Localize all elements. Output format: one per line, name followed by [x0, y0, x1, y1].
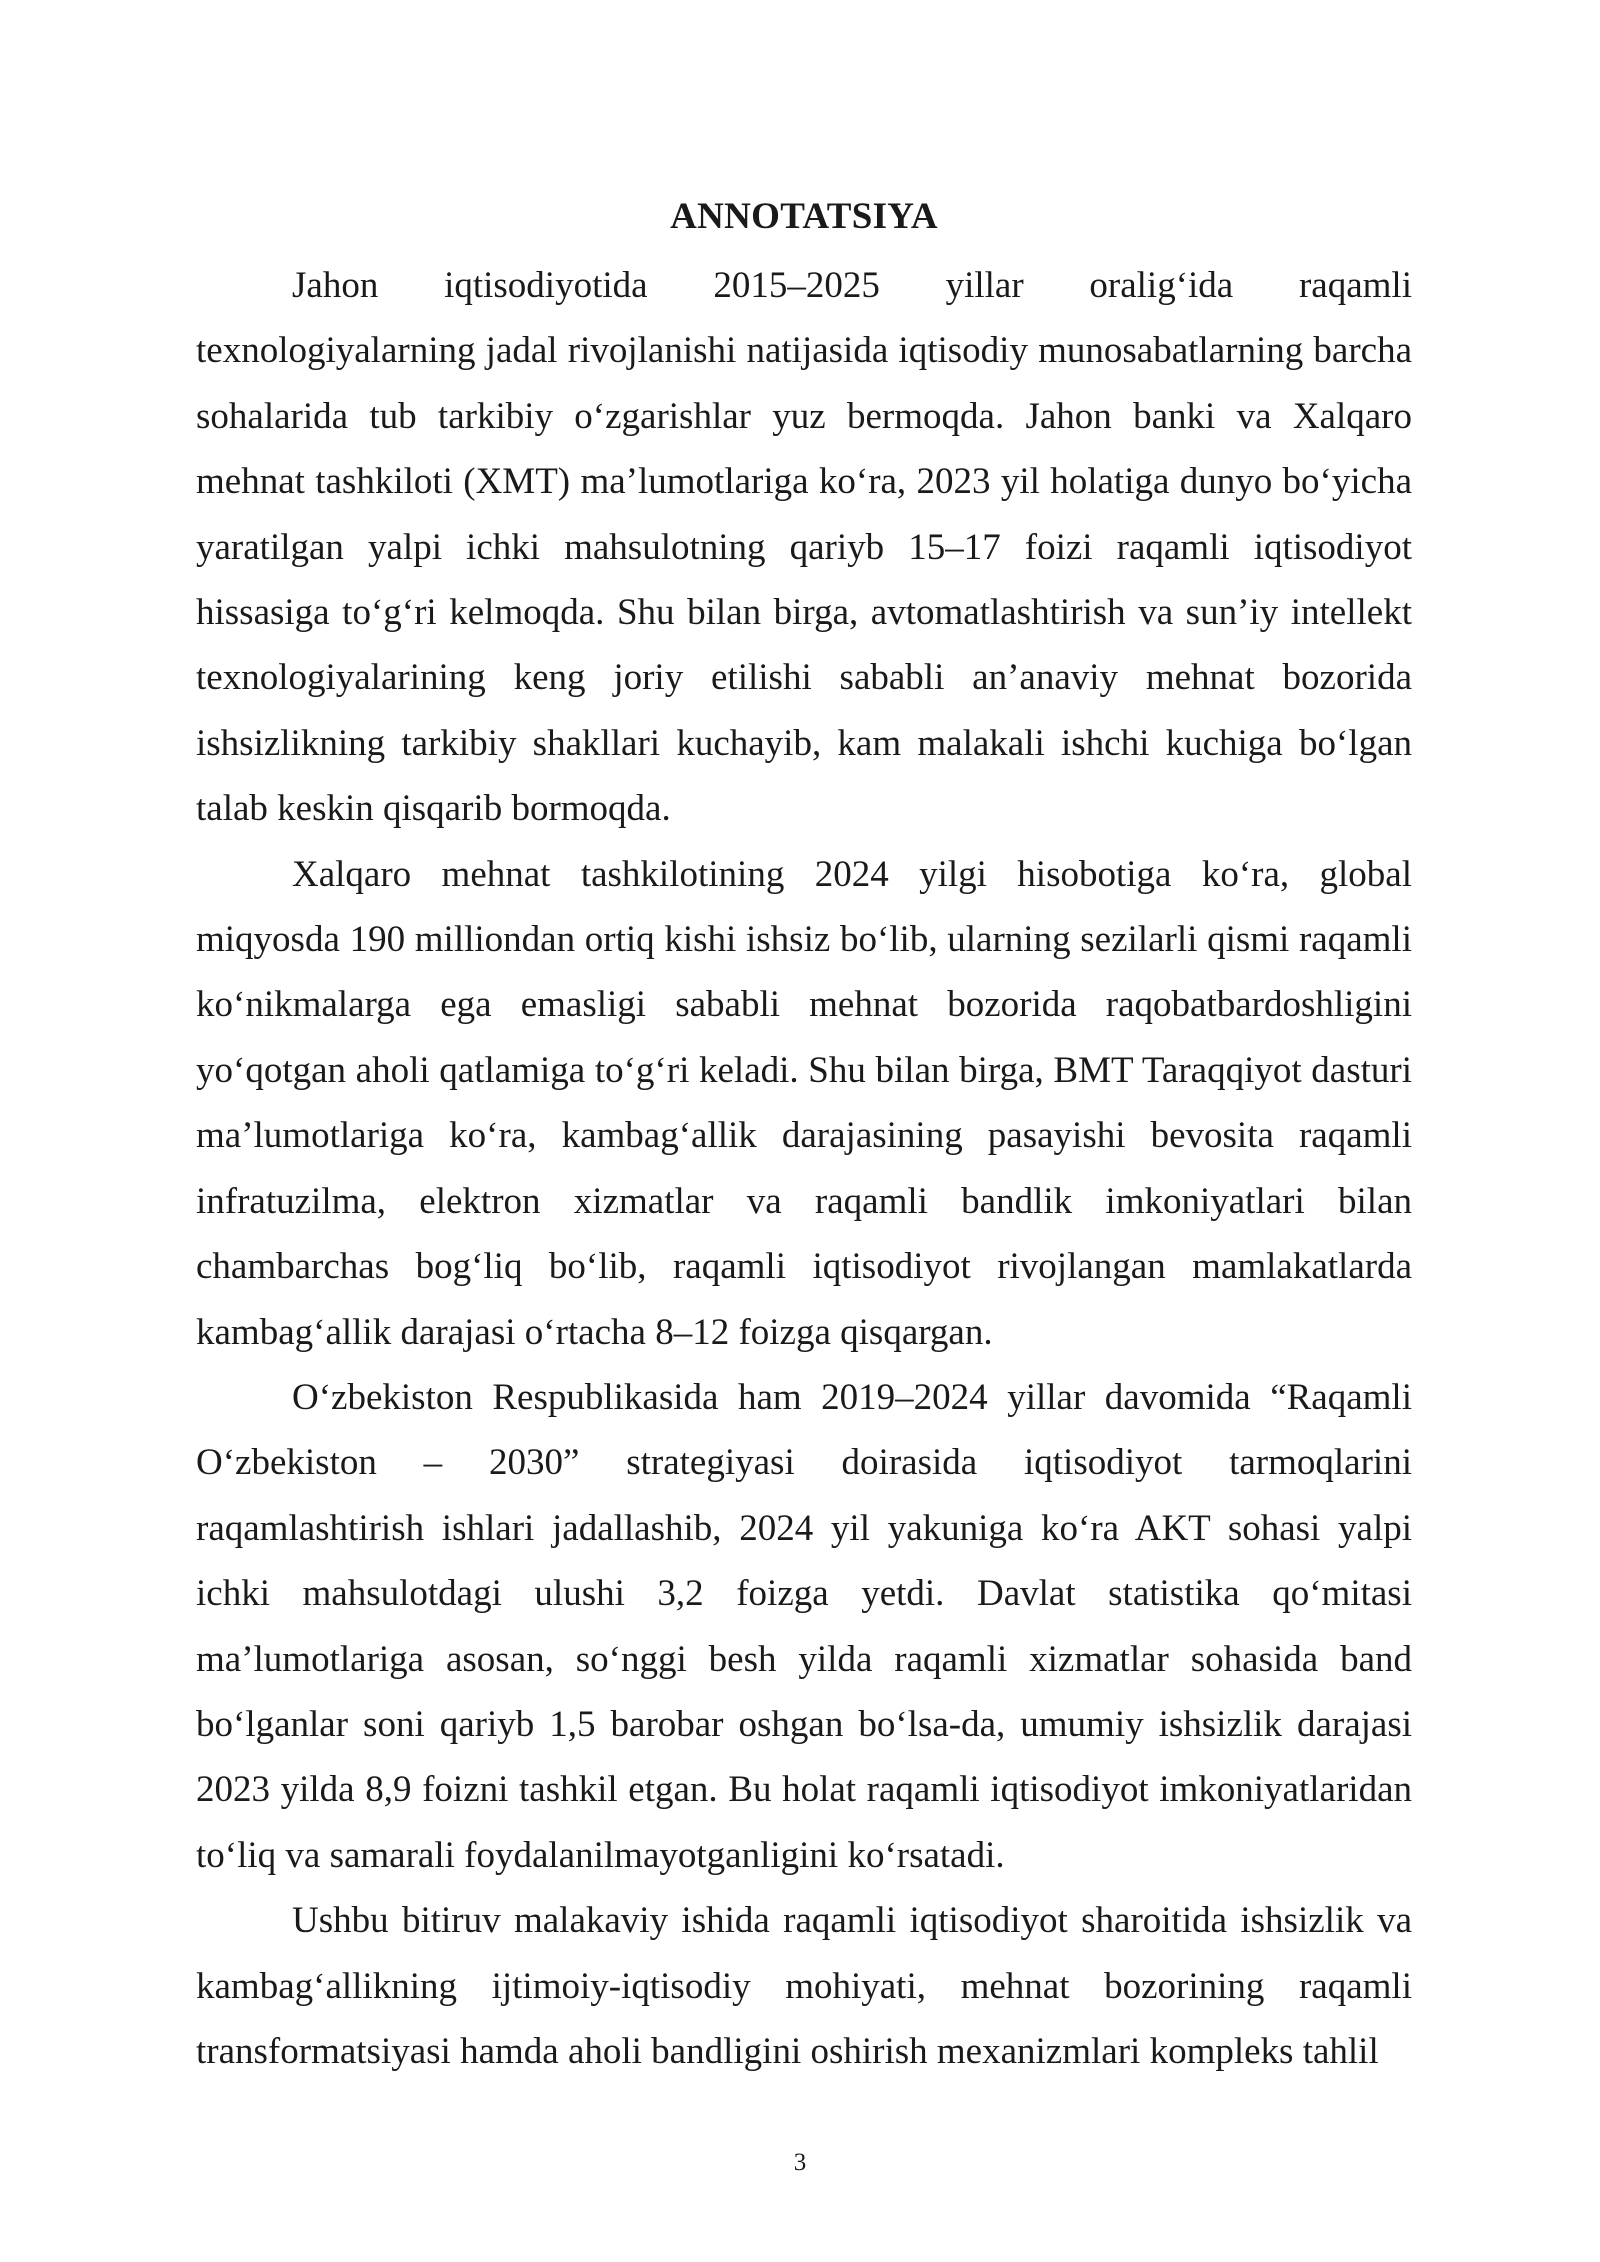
- page-title: ANNOTATSIYA: [670, 196, 938, 237]
- paragraph-4: Ushbu bitiruv malakaviy ishida raqamli iqtisodiyot sharoitida ishsizlik va kambag‘allikning ijtimoiy-iqtisodiy mohiyati, mehnat bozorining raqamli transformatsiyasi hamda aholi bandligini oshirish mexanizmlari kompleks tahlil: [196, 1900, 1412, 2072]
- document-page: [196, 188, 1412, 2084]
- page-number: 3: [793, 2149, 807, 2176]
- paragraph-3: O‘zbekiston Respublikasida ham 2019–2024 yillar davomida “Raqamli O‘zbekiston – 2030” strategiyasi doirasida iqtisodiyot tarmoqlarini raqamlashtirish ishlari jadallashib, 2024 yil yakuniga ko‘ra AKT sohasi yalpi ichki mahsulotdagi ulushi 3,2 foizga yetdi. Davlat statistika qo‘mitasi ma’lumotlariga asosan, so‘nggi besh yilda raqamli xizmatlar sohasida band bo‘lganlar soni qariyb 1,5 barobar oshgan bo‘lsa-da, umumiy ishsizlik darajasi 2023 yilda 8,9 foizni tashkil etgan. Bu holat raqamli iqtisodiyot imkoniyatlaridan to‘liq va samarali foydalanilmayotganligini ko‘rsatadi.: [196, 1376, 1412, 1876]
- paragraph-1: Jahon iqtisodiyotida 2015–2025 yillar oralig‘ida raqamli texnologiyalarning jadal rivojlanishi natijasida iqtisodiy munosabatlarning barcha sohalarida tub tarkibiy o‘zgarishlar yuz bermoqda. Jahon banki va Xalqaro mehnat tashkiloti (XMT) ma’lumotlariga ko‘ra, 2023 yil holatiga dunyo bo‘yicha yaratilgan yalpi ichki mahsulotning qariyb 15–17 foizi raqamli iqtisodiyot hissasiga to‘g‘ri kelmoqda. Shu bilan birga, avtomatlashtirish va sun’iy intellekt texnologiyalarining keng joriy etilishi sababli an’anaviy mehnat bozorida ishsizlikning tarkibiy shakllari kuchayib, kam malakali ishchi kuchiga bo‘lgan talab keskin qisqarib bormoqda.: [196, 265, 1412, 830]
- paragraph-2: Xalqaro mehnat tashkilotining 2024 yilgi hisobotiga ko‘ra, global miqyosda 190 milliondan ortiq kishi ishsiz bo‘lib, ularning sezilarli qismi raqamli ko‘nikmalarga ega emasligi sababli mehnat bozorida raqobatbardoshligini yo‘qotgan aholi qatlamiga to‘g‘ri keladi. Shu bilan birga, BMT Taraqqiyot dasturi ma’lumotlariga ko‘ra, kambag‘allik darajasining pasayishi bevosita raqamli infratuzilma, elektron xizmatlar va raqamli bandlik imkoniyatlari bilan chambarchas bog‘liq bo‘lib, raqamli iqtisodiyot rivojlangan mamlakatlarda kambag‘allik darajasi o‘rtacha 8–12 foizga qisqargan.: [196, 853, 1412, 1353]
